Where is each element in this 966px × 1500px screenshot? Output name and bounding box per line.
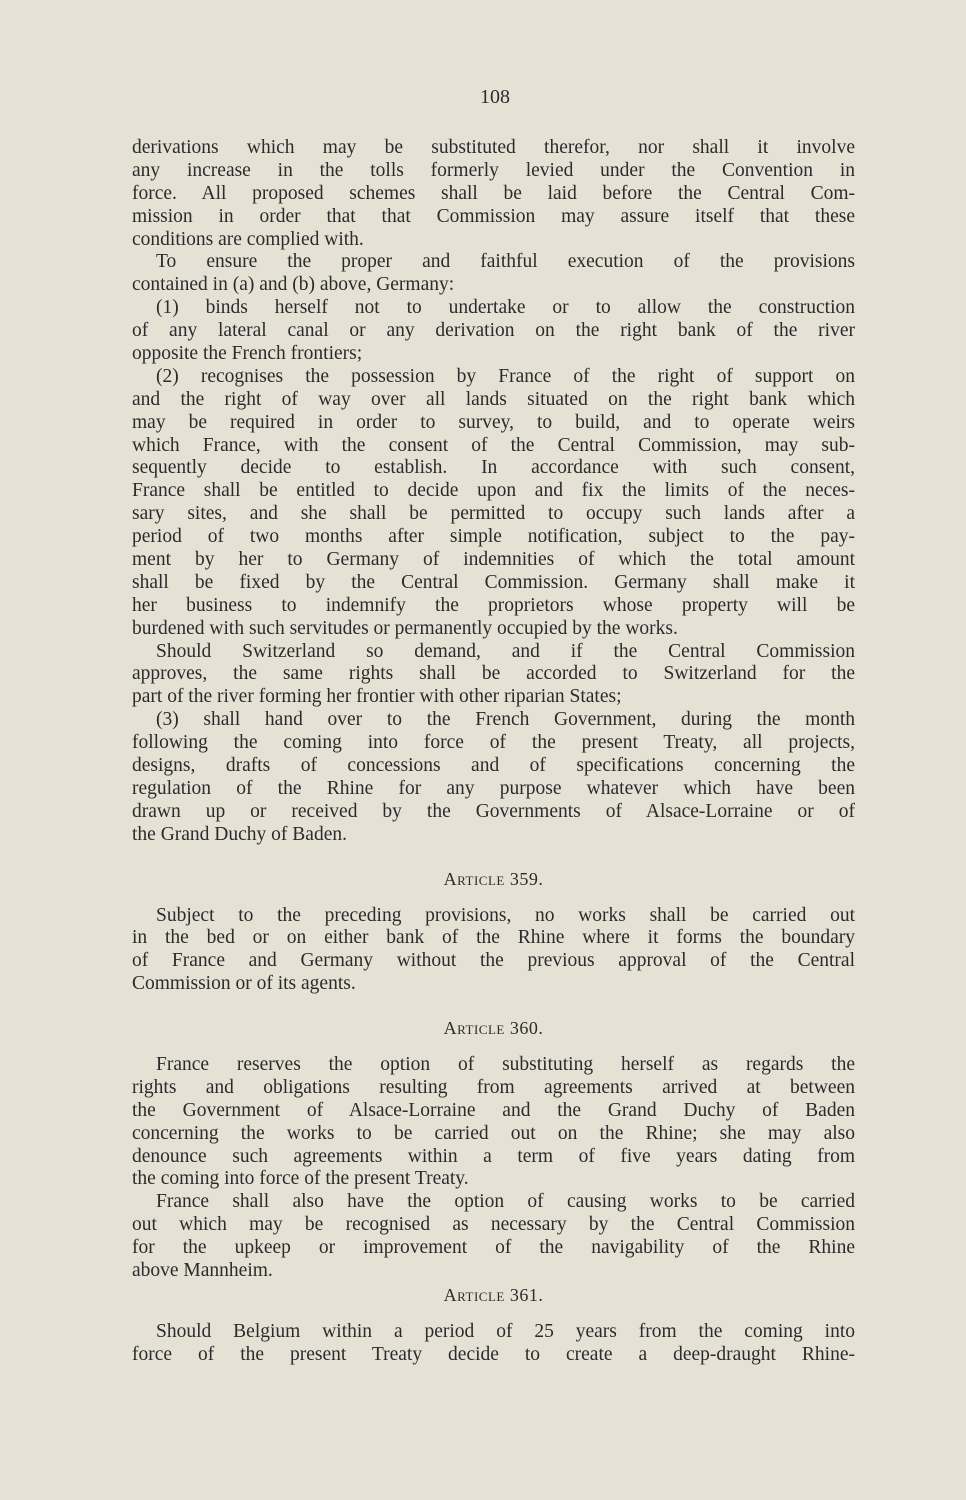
text-line: France shall be entitled to decide upon and fix the limits of the neces- bbox=[132, 480, 855, 502]
text-line: in the bed or on either bank of the Rhine where it forms the boundary bbox=[132, 927, 855, 949]
text-line: France reserves the option of substituting herself as regards the bbox=[156, 1053, 855, 1075]
text-line: contained in (a) and (b) above, Germany: bbox=[132, 274, 455, 296]
text-line: the coming into force of the present Treaty. bbox=[132, 1168, 469, 1190]
text-line: mission in order that that Commission may assure itself that these bbox=[132, 205, 855, 227]
text-line: following the coming into force of the present Treaty, all projects, bbox=[132, 732, 855, 754]
text-line: France shall also have the option of causing works to be carried bbox=[156, 1191, 855, 1213]
text-line: above Mannheim. bbox=[132, 1259, 273, 1281]
text-line: may be required in order to survey, to build, and to operate weirs bbox=[132, 411, 855, 433]
text-line: which France, with the consent of the Central Commission, may sub- bbox=[132, 434, 855, 456]
text-line: Commission or of its agents. bbox=[132, 973, 356, 995]
text-line: force. All proposed schemes shall be laid before the Central Com- bbox=[132, 182, 855, 204]
text-line: burdened with such servitudes or permanently occupied by the works. bbox=[132, 617, 678, 639]
text-line: her business to indemnify the proprietors whose property will be bbox=[132, 594, 855, 616]
article-359-text bbox=[132, 905, 855, 997]
article-360-text bbox=[132, 1054, 855, 1283]
text-line: regulation of the Rhine for any purpose whatever which have been bbox=[132, 777, 855, 799]
text-line: the Grand Duchy of Baden. bbox=[132, 823, 347, 845]
text-line: Should Belgium within a period of 25 years from the coming into bbox=[156, 1320, 855, 1342]
article-heading-360: Article 360. bbox=[443, 1018, 544, 1039]
text-line: sequently decide to establish. In accordance with such consent, bbox=[132, 457, 855, 479]
text-line: Subject to the preceding provisions, no works shall be carried out bbox=[156, 904, 855, 926]
text-line: To ensure the proper and faithful execution of the provisions bbox=[156, 251, 855, 273]
text-line: shall be fixed by the Central Commission. Germany shall make it bbox=[132, 571, 855, 593]
text-line: denounce such agreements within a term of five years dating from bbox=[132, 1145, 855, 1167]
text-line: force of the present Treaty decide to create a deep-draught Rhine- bbox=[132, 1343, 855, 1365]
article-heading-361: Article 361. bbox=[443, 1284, 544, 1305]
text-line: derivations which may be substituted therefor, nor shall it involve bbox=[132, 137, 855, 158]
page-body bbox=[132, 137, 855, 1367]
text-line: ment by her to Germany of indemnities of which the total amount bbox=[132, 549, 855, 571]
text-line: approves, the same rights shall be accorded to Switzerland for the bbox=[132, 663, 855, 685]
text-line: (1) binds herself not to undertake or to allow the construction bbox=[156, 297, 855, 319]
article-361-text bbox=[132, 1321, 855, 1367]
text-line: out which may be recognised as necessary by the Central Commission bbox=[132, 1214, 855, 1236]
text-line: any increase in the tolls formerly levied under the Convention in bbox=[132, 159, 855, 181]
text-line: of any lateral canal or any derivation on the right bank of the river bbox=[132, 320, 855, 342]
page-number: 108 bbox=[480, 86, 510, 108]
text-line: part of the river forming her frontier with other riparian States; bbox=[132, 686, 622, 708]
text-line: and the right of way over all lands situated on the right bank which bbox=[132, 388, 855, 410]
text-line: opposite the French frontiers; bbox=[132, 343, 363, 365]
text-line: conditions are complied with. bbox=[132, 228, 364, 250]
text-line: for the upkeep or improvement of the navigability of the Rhine bbox=[132, 1237, 855, 1259]
text-line: drawn up or received by the Governments of Alsace-Lorraine or of bbox=[132, 800, 855, 822]
text-line: of France and Germany without the previous approval of the Central bbox=[132, 950, 855, 972]
text-line: rights and obligations resulting from agreements arrived at between bbox=[132, 1076, 855, 1098]
text-line: (3) shall hand over to the French Government, during the month bbox=[156, 709, 855, 731]
text-line: concerning the works to be carried out on the Rhine; she may also bbox=[132, 1122, 855, 1144]
text-line: sary sites, and she shall be permitted to occupy such lands after a bbox=[132, 503, 855, 525]
continued-article-text bbox=[132, 137, 855, 847]
text-line: (2) recognises the possession by France of the right of support on bbox=[156, 365, 855, 387]
article-heading-359: Article 359. bbox=[443, 868, 544, 889]
text-line: the Government of Alsace-Lorraine and the Grand Duchy of Baden bbox=[132, 1099, 855, 1121]
text-line: designs, drafts of concessions and of specifications concerning the bbox=[132, 755, 855, 777]
text-line: Should Switzerland so demand, and if the Central Commission bbox=[156, 640, 855, 662]
text-line: period of two months after simple notification, subject to the pay- bbox=[132, 526, 855, 548]
